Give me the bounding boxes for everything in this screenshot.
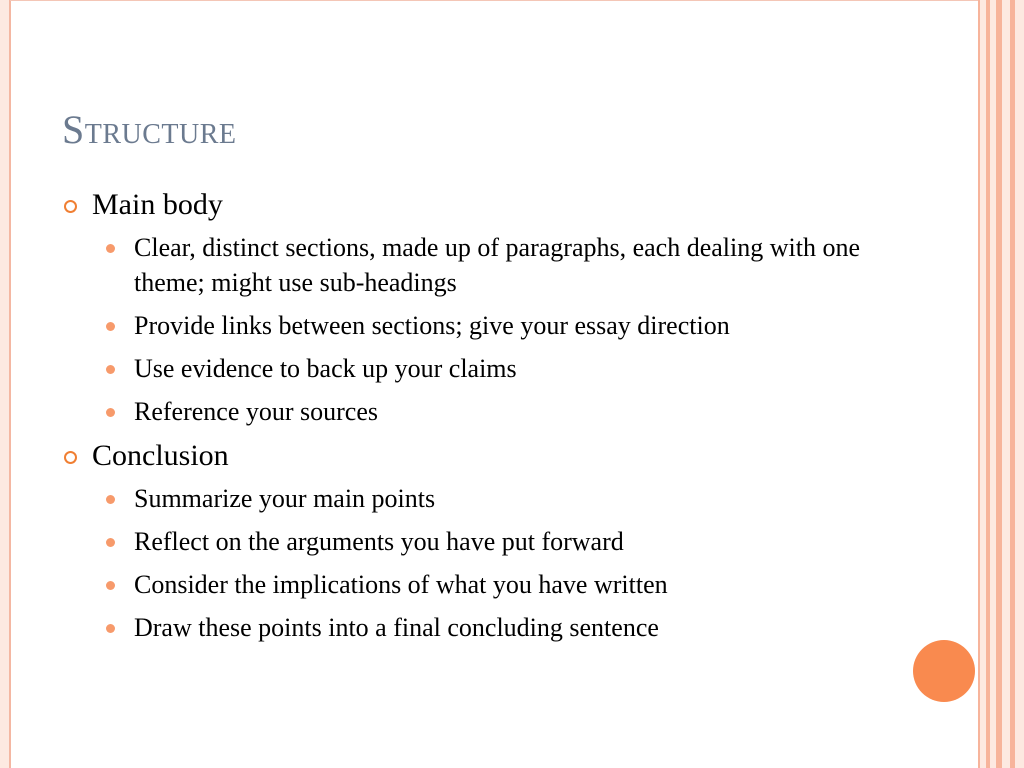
orange-dot-bullet-icon	[106, 495, 115, 504]
orange-dot-bullet-icon	[106, 581, 115, 590]
list-item-text: Reference your sources	[134, 397, 378, 426]
orange-dot-bullet-icon	[106, 408, 115, 417]
orange-dot-bullet-icon	[106, 244, 115, 253]
list-item	[62, 567, 922, 602]
list-item-text: Reflect on the arguments you have put forward	[134, 527, 624, 556]
list-item	[62, 481, 922, 516]
list-item	[62, 394, 922, 429]
list-item-text: Use evidence to back up your claims	[134, 354, 517, 383]
list-item	[62, 230, 922, 300]
right-stripe-2	[986, 0, 990, 768]
right-stripe-1	[978, 0, 980, 768]
list-item	[62, 351, 922, 386]
main-body-list	[62, 230, 922, 429]
slide-title: Structure	[62, 107, 237, 152]
top-frame-line	[10, 0, 978, 1]
orange-ring-bullet-icon	[64, 451, 77, 464]
right-stripe-4	[1010, 0, 1015, 768]
orange-circle-decoration	[913, 640, 975, 702]
list-item-text: Summarize your main points	[134, 484, 436, 513]
list-item-text: Consider the implications of what you have written	[134, 570, 668, 599]
right-stripe-3	[996, 0, 1002, 768]
list-item	[62, 524, 922, 559]
section-heading: Conclusion	[92, 439, 229, 472]
section-main-body	[62, 186, 922, 224]
list-item-text: Draw these points into a final concluding sentence	[134, 613, 659, 642]
section-heading: Main body	[92, 188, 223, 221]
orange-dot-bullet-icon	[106, 365, 115, 374]
list-item-text: Provide links between sections; give your essay direction	[134, 311, 730, 340]
list-item	[62, 610, 922, 645]
orange-ring-bullet-icon	[64, 200, 77, 213]
conclusion-list	[62, 481, 922, 645]
section-conclusion	[62, 437, 922, 475]
list-item	[62, 308, 922, 343]
slide-body	[62, 186, 922, 653]
orange-dot-bullet-icon	[106, 538, 115, 547]
orange-dot-bullet-icon	[106, 624, 115, 633]
list-item-text: Clear, distinct sections, made up of paragraphs, each dealing with one theme; might use sub-headings	[134, 233, 861, 297]
orange-dot-bullet-icon	[106, 322, 115, 331]
left-frame-line	[9, 0, 11, 768]
